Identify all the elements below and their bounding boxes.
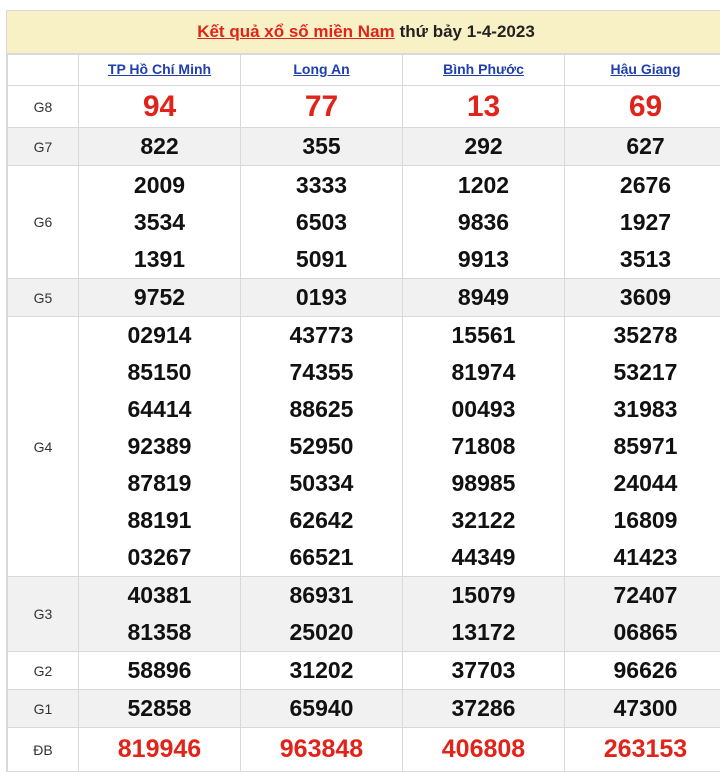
prize-number: 71808 [451, 433, 516, 459]
prize-row [8, 652, 720, 690]
province-link[interactable]: Hậu Giang [610, 61, 681, 77]
province-header [403, 55, 565, 86]
prize-number: 72407 [613, 582, 678, 608]
prize-number: 822 [140, 133, 179, 159]
prize-number: 96626 [613, 657, 678, 683]
prize-cell [79, 128, 241, 166]
prize-number: 3333 [295, 171, 348, 198]
prize-cell [79, 166, 241, 279]
results-title-link[interactable]: Kết quả xổ số miền Nam [197, 22, 395, 41]
province-header [565, 55, 720, 86]
prize-number: 963848 [279, 735, 364, 763]
prize-number: 47300 [613, 695, 678, 721]
prize-number: 3534 [133, 208, 186, 235]
prize-cell [403, 690, 565, 728]
prize-number: 41423 [613, 544, 678, 570]
prize-number: 77 [304, 89, 339, 123]
prize-row [8, 577, 720, 652]
prize-number: 406808 [441, 735, 526, 763]
prize-number: 85150 [127, 359, 192, 385]
prize-cell [241, 690, 403, 728]
prize-number: 9836 [457, 208, 510, 235]
prize-cell [241, 166, 403, 279]
prize-number: 02914 [127, 322, 192, 348]
prize-row [8, 279, 720, 317]
prize-number: 1202 [457, 171, 510, 198]
results-panel [6, 10, 720, 772]
prize-cell [241, 128, 403, 166]
results-table [7, 54, 720, 772]
prize-number: 00493 [451, 396, 516, 422]
prize-number: 88191 [127, 507, 192, 533]
prize-number: 15079 [451, 582, 516, 608]
prize-number: 98985 [451, 470, 516, 496]
prize-number: 94 [142, 89, 177, 123]
prize-number: 87819 [127, 470, 192, 496]
prize-cell [79, 86, 241, 128]
prize-cell [79, 728, 241, 772]
prize-number: 3513 [619, 245, 672, 272]
prize-label: G5 [8, 279, 79, 317]
prize-number: 92389 [127, 433, 192, 459]
prize-cell [79, 577, 241, 652]
prize-label: G6 [8, 166, 79, 279]
results-title [7, 11, 720, 54]
prize-number: 37286 [451, 695, 516, 721]
prize-number: 9752 [133, 284, 186, 310]
results-title-date: thứ bảy 1-4-2023 [399, 22, 535, 41]
prize-number: 627 [626, 133, 665, 159]
prize-number: 03267 [127, 544, 192, 570]
prize-row [8, 317, 720, 577]
prize-cell [565, 652, 720, 690]
prize-label: G7 [8, 128, 79, 166]
prize-number: 25020 [289, 619, 354, 645]
prize-cell [565, 317, 720, 577]
prize-number: 43773 [289, 322, 354, 348]
prize-cell [403, 577, 565, 652]
province-header [79, 55, 241, 86]
prize-cell [565, 728, 720, 772]
prize-number: 74355 [289, 359, 354, 385]
prize-label: G3 [8, 577, 79, 652]
prize-number: 50334 [289, 470, 354, 496]
prize-cell [241, 279, 403, 317]
prize-number: 44349 [451, 544, 516, 570]
prize-number: 16809 [613, 507, 678, 533]
prize-row [8, 128, 720, 166]
prize-number: 64414 [127, 396, 192, 422]
prize-number: 8949 [457, 284, 510, 310]
prize-cell [403, 279, 565, 317]
prize-cell [79, 652, 241, 690]
prize-row [8, 728, 720, 772]
prize-number: 66521 [289, 544, 354, 570]
prize-number: 85971 [613, 433, 678, 459]
province-link[interactable]: Long An [293, 61, 350, 77]
prize-row [8, 690, 720, 728]
province-header-row [8, 55, 720, 86]
prize-cell [403, 652, 565, 690]
prize-label: G1 [8, 690, 79, 728]
prize-cell [241, 728, 403, 772]
prize-number: 31983 [613, 396, 678, 422]
prize-cell [79, 279, 241, 317]
prize-number: 62642 [289, 507, 354, 533]
prize-number: 355 [302, 133, 341, 159]
prize-row [8, 166, 720, 279]
corner-cell [8, 55, 79, 86]
prize-number: 15561 [451, 322, 516, 348]
prize-cell [403, 728, 565, 772]
prize-number: 6503 [295, 208, 348, 235]
prize-number: 24044 [613, 470, 678, 496]
prize-number: 58896 [127, 657, 192, 683]
prize-label: ĐB [8, 728, 79, 772]
prize-number: 13172 [451, 619, 516, 645]
prize-cell [565, 166, 720, 279]
prize-number: 86931 [289, 582, 354, 608]
prize-number: 5091 [295, 245, 348, 272]
prize-number: 292 [464, 133, 503, 159]
prize-number: 13 [466, 89, 501, 123]
prize-number: 263153 [603, 735, 688, 763]
prize-number: 0193 [295, 284, 348, 310]
prize-cell [241, 86, 403, 128]
prize-cell [403, 128, 565, 166]
province-header [241, 55, 403, 86]
province-link[interactable]: Bình Phước [443, 61, 524, 77]
prize-cell [565, 279, 720, 317]
prize-cell [403, 166, 565, 279]
prize-cell [565, 577, 720, 652]
prize-cell [565, 690, 720, 728]
prize-label: G4 [8, 317, 79, 577]
prize-number: 9913 [457, 245, 510, 272]
prize-label: G8 [8, 86, 79, 128]
province-link[interactable]: TP Hồ Chí Minh [107, 61, 212, 77]
prize-number: 31202 [289, 657, 354, 683]
prize-cell [79, 317, 241, 577]
prize-number: 53217 [613, 359, 678, 385]
prize-number: 81358 [127, 619, 192, 645]
prize-number: 2676 [619, 171, 672, 198]
prize-number: 52950 [289, 433, 354, 459]
prize-cell [79, 690, 241, 728]
prize-label: G2 [8, 652, 79, 690]
prize-number: 3609 [619, 284, 672, 310]
prize-cell [241, 652, 403, 690]
prize-number: 37703 [451, 657, 516, 683]
prize-number: 81974 [451, 359, 516, 385]
prize-number: 819946 [117, 735, 202, 763]
prize-number: 40381 [127, 582, 192, 608]
prize-number: 69 [628, 89, 663, 123]
prize-row [8, 86, 720, 128]
prize-cell [565, 128, 720, 166]
prize-number: 88625 [289, 396, 354, 422]
prize-number: 06865 [613, 619, 678, 645]
prize-cell [241, 317, 403, 577]
prize-number: 52858 [127, 695, 192, 721]
prize-cell [565, 86, 720, 128]
prize-cell [241, 577, 403, 652]
prize-number: 35278 [613, 322, 678, 348]
prize-cell [403, 86, 565, 128]
prize-number: 1391 [133, 245, 186, 272]
prize-number: 32122 [451, 507, 516, 533]
prize-number: 2009 [133, 171, 186, 198]
prize-cell [403, 317, 565, 577]
prize-number: 65940 [289, 695, 354, 721]
prize-number: 1927 [619, 208, 672, 235]
